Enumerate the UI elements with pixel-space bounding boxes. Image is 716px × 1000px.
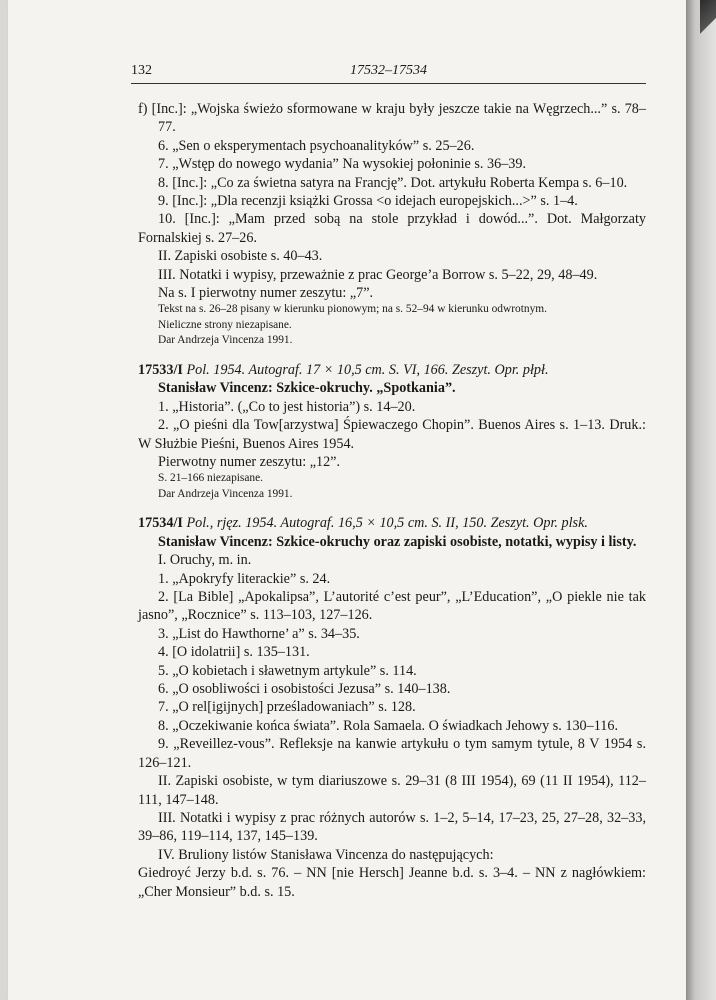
list-item: 6. „Sen o eksperymentach psychoanalityków” s. 25–26. [158, 137, 475, 154]
note: S. 21–166 niezapisane. [158, 472, 264, 485]
entry-title: Stanisław Vincenz: Szkice-okruchy oraz zapiski osobiste, notatki, wypisy i listy. [158, 533, 637, 550]
page-number: 132 [131, 63, 152, 78]
list-item: 7. „O rel[igijnych] prześladowaniach” s. 128. [158, 699, 416, 716]
note: Dar Andrzeja Vincenza 1991. [158, 487, 293, 500]
list-item: II. Zapiski osobiste, w tym diariuszowe s. 29–31 (8 III 1954), 69 (11 II 1954), 112–111, 147–148. [138, 773, 646, 808]
entry-title: Stanisław Vincenz: Szkice-okruchy. „Spotkania”. [158, 380, 456, 397]
scan-corner [700, 0, 716, 40]
list-item: Na s. I pierwotny numer zeszytu: „7”. [158, 285, 374, 302]
list-item: f) [Inc.]: „Wojska świeżo sformowane w kraju były jeszcze takie na Węgrzech...” s. 78–77. [138, 101, 646, 136]
list-item: 8. [Inc.]: „Co za świetna satyra na Francję”. Dot. artykułu Roberta Kempa s. 6–10. [158, 174, 628, 191]
list-item: 3. „List do Hawthorne’ a” s. 34–35. [158, 625, 360, 642]
list-item: IV. Bruliony listów Stanisława Vincenza do następujących: [158, 846, 494, 863]
list-item: 7. „Wstęp do nowego wydania” Na wysokiej połoninie s. 36–39. [158, 156, 527, 173]
list-item: 1. „Apokryfy literackie” s. 24. [158, 570, 331, 587]
book-page [8, 0, 688, 1000]
list-item: 2. [La Bible] „Apokalipsa”, L’autorité c’est peur”, „L’Education”, „O piekle nie tak jasno”, „Rocznice” s. 113–103, 127–126. [138, 589, 646, 624]
note: Nieliczne strony niezapisane. [158, 318, 292, 331]
list-item: Giedroyć Jerzy b.d. s. 76. – NN [nie Hersch] Jeanne b.d. s. 3–4. – NN z nagłówkiem: „Cher Monsieur” b.d. s. 15. [138, 865, 646, 900]
note: Dar Andrzeja Vincenza 1991. [158, 334, 293, 347]
entry-description: Pol., rjęz. 1954. Autograf. 16,5 × 10,5 cm. S. II, 150. Zeszyt. Opr. plsk. [186, 515, 588, 532]
entry-signature: 17534/I [138, 515, 183, 532]
running-title: 17532–17534 [350, 63, 427, 78]
list-item: 2. „O pieśni dla Tow[arzystwa] Śpiewaczego Chopin”. Buenos Aires s. 1–13. Druk.: W Służbie Pieśni, Buenos Aires 1954. [138, 417, 646, 452]
page-header [131, 63, 646, 84]
list-item: 8. „Oczekiwanie końca świata”. Rola Samaela. O świadkach Jehowy s. 130–116. [158, 717, 619, 734]
list-item: 1. „Historia”. („Co to jest historia”) s. 14–20. [158, 398, 416, 415]
list-item: III. Notatki i wypisy z prac różnych autorów s. 1–2, 5–14, 17–23, 25, 27–28, 32–33, 39–86, 119–114, 137, 145–139. [138, 809, 646, 845]
entry-signature: 17533/I [138, 361, 183, 378]
list-item: II. Zapiski osobiste s. 40–43. [158, 248, 323, 265]
list-item: Pierwotny numer zeszytu: „12”. [158, 454, 341, 470]
entry-description: Pol. 1954. Autograf. 17 × 10,5 cm. S. VI, 166. Zeszyt. Opr. płpł. [186, 361, 549, 378]
list-item: 4. [O idolatrii] s. 135–131. [158, 644, 310, 661]
list-item: III. Notatki i wypisy, przeważnie z prac George’a Borrow s. 5–22, 29, 48–49. [158, 266, 598, 283]
list-item: 9. [Inc.]: „Dla recenzji książki Grossa <o idejach europejskich...>” s. 1–4. [158, 193, 578, 210]
page-edge [686, 0, 716, 1000]
list-item: I. Oruchy, m. in. [158, 552, 252, 569]
list-item: 10. [Inc.]: „Mam przed sobą na stole przykład i dowód...”. Dot. Małgorzaty Fornalskiej s. 27–26. [138, 211, 646, 246]
entry-17533-heading [138, 361, 646, 379]
list-item: 6. „O osobliwości i osobistości Jezusa” s. 140–138. [158, 681, 451, 698]
list-item: 5. „O kobietach i sławetnym artykule” s. 114. [158, 662, 417, 679]
note: Tekst na s. 26–28 pisany w kierunku pionowym; na s. 52–94 w kierunku odwrotnym. [158, 303, 547, 316]
list-item: 9. „Reveillez-vous”. Refleksje na kanwie artykułu o tym samym tytule, 8 V 1954 s. 126–121. [138, 736, 646, 771]
page-body [138, 100, 646, 901]
entry-17534-heading [138, 514, 646, 532]
